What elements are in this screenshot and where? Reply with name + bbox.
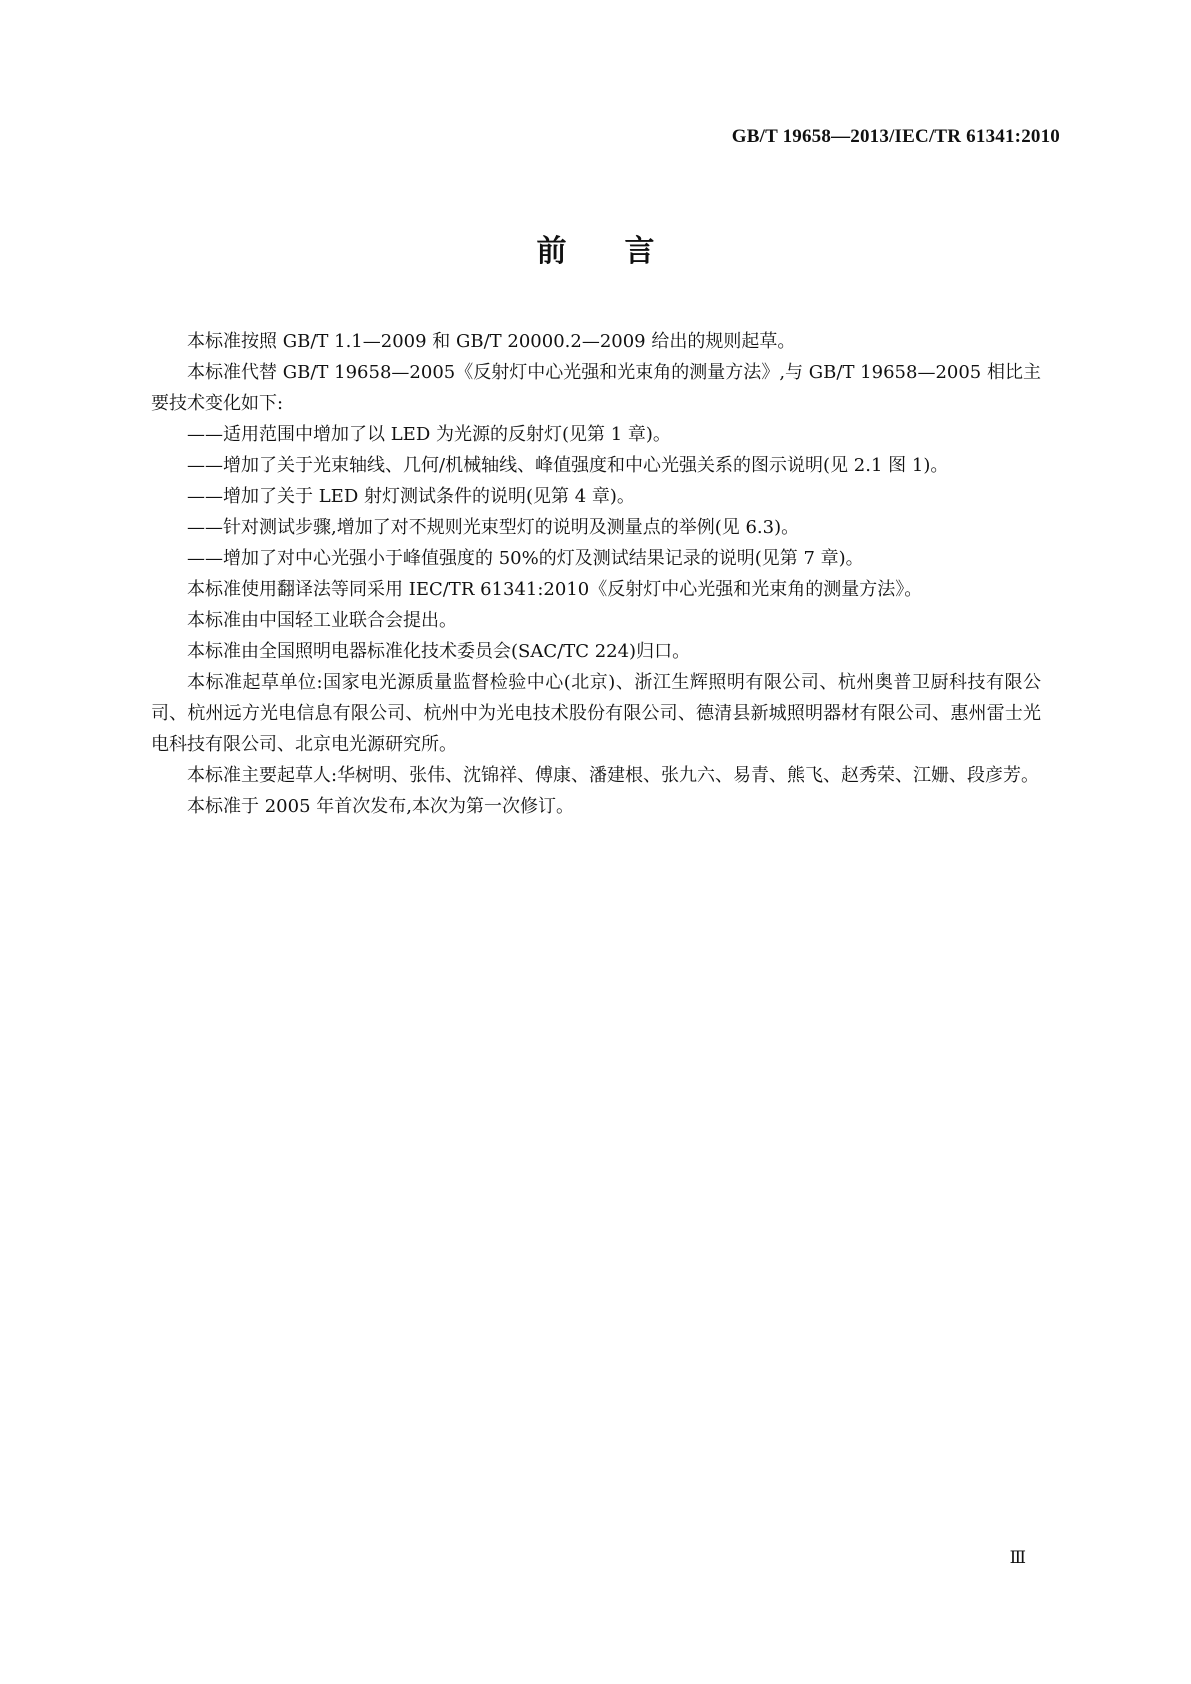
paragraph-replacement: 本标准代替 GB/T 19658—2005《反射灯中心光强和光束角的测量方法》,与 GB/T 19658—2005 相比主要技术变化如下: — [151, 362, 1041, 414]
paragraph-proposer: 本标准由中国轻工业联合会提出。 — [187, 610, 457, 631]
change-item-led-conditions: ——增加了关于 LED 射灯测试条件的说明(见第 4 章)。 — [187, 486, 635, 507]
change-item-results: ——增加了对中心光强小于峰值强度的 50%的灯及测试结果记录的说明(见第 7 章)。 — [187, 548, 864, 569]
page-number: Ⅲ — [1009, 1548, 1026, 1567]
change-item-scope: ——适用范围中增加了以 LED 为光源的反射灯(见第 1 章)。 — [187, 424, 671, 445]
change-item-axis-diagram: ——增加了关于光束轴线、几何/机械轴线、峰值强度和中心光强关系的图示说明(见 2.1 图 1)。 — [187, 455, 949, 476]
page-title: 前言 — [536, 234, 713, 269]
paragraph-committee: 本标准由全国照明电器标准化技术委员会(SAC/TC 224)归口。 — [187, 641, 691, 662]
paragraph-drafters: 本标准主要起草人:华树明、张伟、沈锦祥、傅康、潘建根、张九六、易青、熊飞、赵秀荣、江姗、段彦芳。 — [187, 765, 1040, 786]
change-item-test-steps: ——针对测试步骤,增加了对不规则光束型灯的说明及测量点的举例(见 6.3)。 — [187, 517, 800, 538]
paragraph-translation: 本标准使用翻译法等同采用 IEC/TR 61341:2010《反射灯中心光强和光束角的测量方法》。 — [187, 579, 923, 600]
paragraph-drafting-rules: 本标准按照 GB/T 1.1—2009 和 GB/T 20000.2—2009 给出的规则起草。 — [187, 331, 796, 352]
paragraph-drafting-units: 本标准起草单位:国家电光源质量监督检验中心(北京)、浙江生辉照明有限公司、杭州奥普卫厨科技有限公司、杭州远方光电信息有限公司、杭州中为光电技术股份有限公司、德清县新城照明器材有限公司、惠州雷士光电科技有限公司、北京电光源研究所。 — [151, 672, 1041, 755]
standard-code-header: GB/T 19658—2013/IEC/TR 61341:2010 — [731, 126, 1060, 147]
paragraph-history: 本标准于 2005 年首次发布,本次为第一次修订。 — [187, 796, 574, 817]
foreword-body — [151, 326, 1041, 822]
